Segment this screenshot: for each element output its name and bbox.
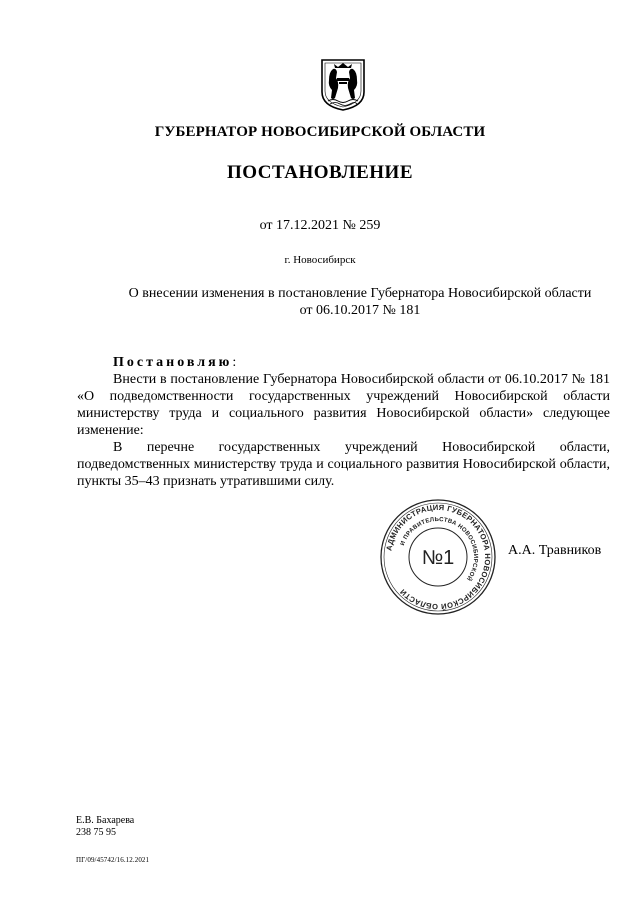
city-name: г. Новосибирск [284,254,356,266]
executor-name: Е.В. Бахарева [76,815,135,826]
executor-block [76,815,134,839]
document-body [77,354,610,490]
coat-of-arms-icon [320,58,366,112]
resolve-heading [113,354,610,371]
seal-inner-text: И ПРАВИТЕЛЬСТВА НОВОСИБИРСКОЙ [399,516,479,582]
subject-line-2: от 06.10.2017 № 181 [299,303,421,318]
authority-title: ГУБЕРНАТОР НОВОСИБИРСКОЙ ОБЛАСТИ [154,124,486,140]
seal-outer-text: АДМИНИСТРАЦИЯ ГУБЕРНАТОРА НОВОСИБИРСКОЙ ОБЛАСТИ [384,502,493,612]
paragraph-1: Внести в постановление Губернатора Новосибирской области от 06.10.2017 № 181 «О подведомственности государственных учреждений Новосибирской области министерству труда и социального развития Новосибирской области» следующее изменение: [77,372,610,438]
resolve-colon: : [232,355,237,370]
signer-name: А.А. Травников [508,543,602,558]
paragraph-2: В перечне государственных учреждений Новосибирской области, подведомственных министерству труда и социального развития Новосибирской области, пункты 35–43 признать утратившими силу. [77,440,610,489]
subject-heading [80,285,640,319]
date-and-number: от 17.12.2021 № 259 [259,218,381,233]
resolve-word: Постановляю [113,355,233,370]
seal-number: №1 [421,547,455,569]
executor-phone: 238 75 95 [76,827,116,838]
subject-line-1: О внесении изменения в постановление Губернатора Новосибирской области [128,286,592,301]
document-type-title: ПОСТАНОВЛЕНИЕ [226,162,414,183]
official-seal-stamp [378,498,498,616]
document-code: ПГ/09/45742/16.12.2021 [76,856,150,864]
